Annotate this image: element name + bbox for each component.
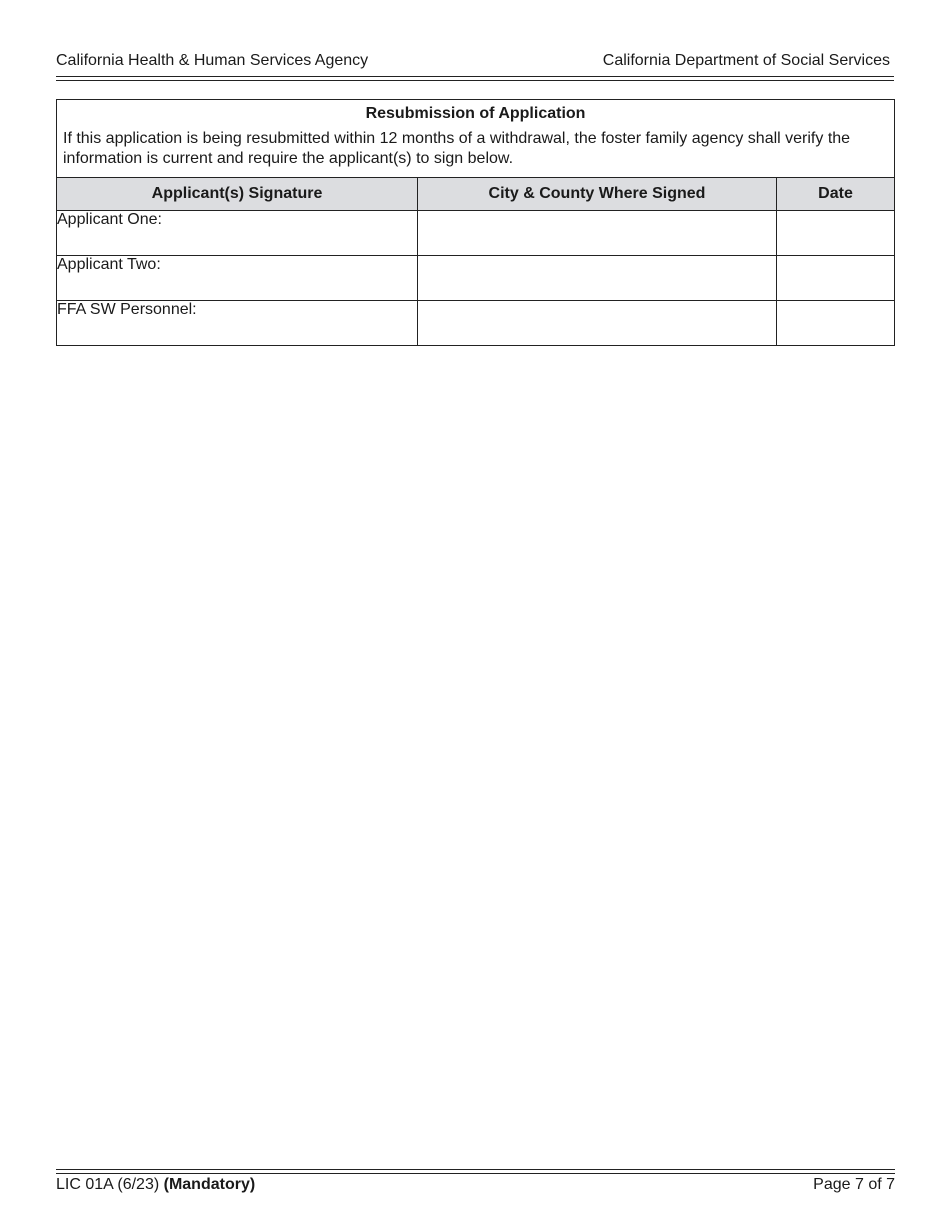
applicant-one-date-field[interactable] — [777, 211, 895, 256]
applicant-two-label: Applicant Two: — [57, 256, 161, 273]
table-row — [57, 301, 895, 346]
table-row — [57, 256, 895, 301]
applicant-two-date-field[interactable] — [777, 256, 895, 301]
page-number: Page 7 of 7 — [813, 1176, 895, 1193]
ffa-sw-personnel-label: FFA SW Personnel: — [57, 301, 197, 318]
column-header-row — [57, 178, 895, 211]
page-header — [56, 52, 894, 72]
column-header-city-county: City & County Where Signed — [418, 178, 777, 211]
form-status: (Mandatory) — [163, 1176, 256, 1193]
column-header-date: Date — [777, 178, 895, 211]
section-intro: If this application is being resubmitted within 12 months of a withdrawal, the foster family agency shall verify the information is current and require the applicant(s) to sign below. — [63, 130, 851, 167]
resubmission-table — [56, 99, 895, 346]
applicant-one-signature-field[interactable] — [57, 211, 418, 256]
applicant-one-city-county-field[interactable] — [418, 211, 777, 256]
agency-name: California Health & Human Services Agency — [56, 52, 369, 69]
form-id: LIC 01A (6/23) — [56, 1176, 160, 1193]
table-row — [57, 211, 895, 256]
form-identifier — [56, 1176, 255, 1194]
applicant-one-label: Applicant One: — [57, 211, 162, 228]
ffa-sw-personnel-date-field[interactable] — [777, 301, 895, 346]
section-header-cell — [57, 100, 895, 178]
footer-divider — [56, 1169, 895, 1174]
ffa-sw-personnel-signature-field[interactable] — [57, 301, 418, 346]
ffa-sw-personnel-city-county-field[interactable] — [418, 301, 777, 346]
applicant-two-city-county-field[interactable] — [418, 256, 777, 301]
department-name: California Department of Social Services — [602, 52, 890, 69]
header-divider — [56, 76, 894, 81]
section-title: Resubmission of Application — [365, 105, 586, 122]
page-footer — [56, 1176, 895, 1196]
column-header-signature: Applicant(s) Signature — [57, 178, 418, 211]
applicant-two-signature-field[interactable] — [57, 256, 418, 301]
